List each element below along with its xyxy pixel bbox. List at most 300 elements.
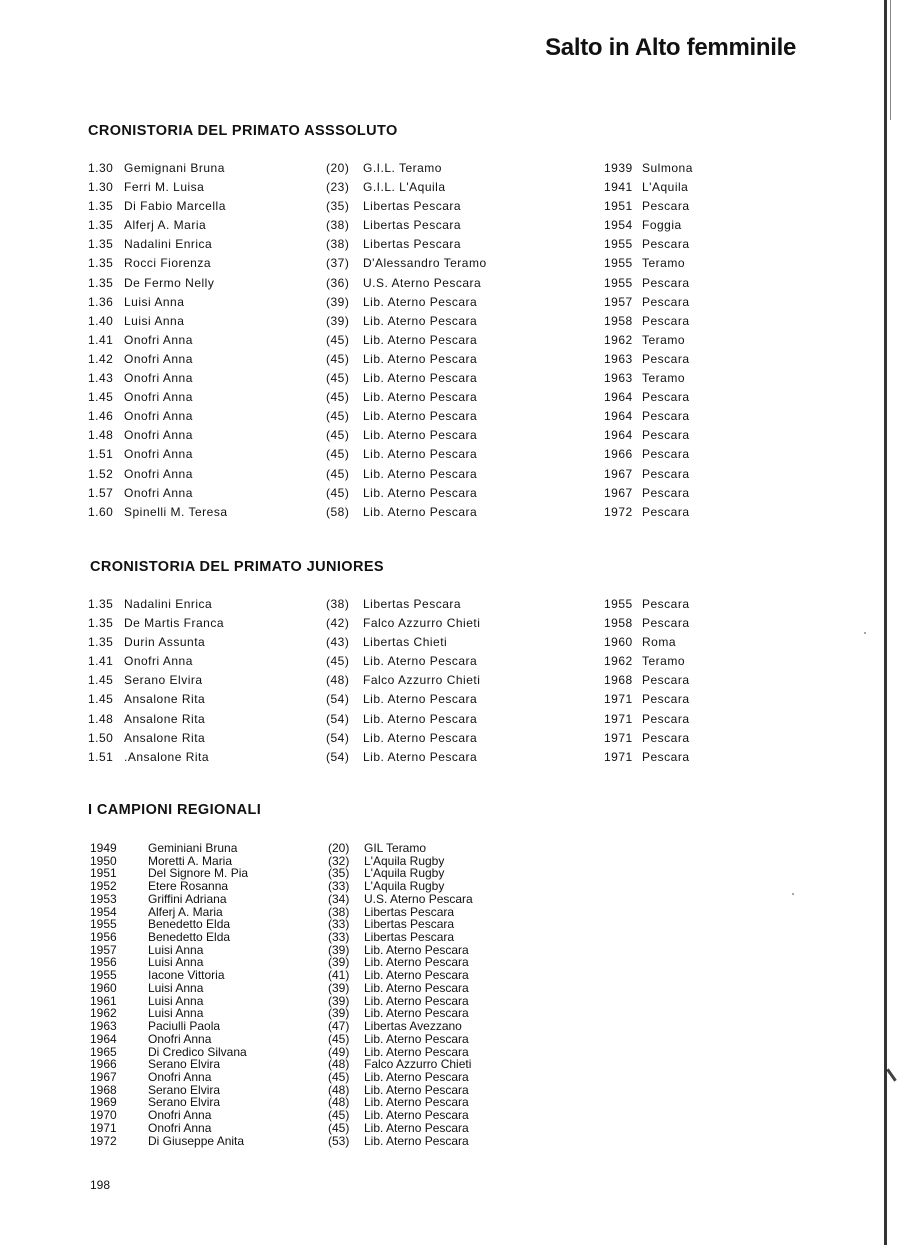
- club-name: Lib. Aterno Pescara: [363, 351, 478, 366]
- champion-year: 1957: [90, 942, 117, 957]
- champion-club: L'Aquila Rugby: [364, 866, 445, 881]
- record-place: Pescara: [642, 730, 690, 745]
- champion-row: [88, 931, 588, 944]
- champion-year: 1963: [90, 1019, 117, 1034]
- record-year: 1958: [604, 616, 633, 631]
- athlete-name: De Martis Franca: [124, 616, 225, 631]
- record-row: [88, 352, 698, 371]
- record-year: 1966: [604, 447, 633, 462]
- champion-row: [88, 1122, 588, 1135]
- record-place: Pescara: [642, 485, 690, 500]
- record-place: Pescara: [642, 313, 690, 328]
- champion-club: Lib. Aterno Pescara: [364, 942, 469, 957]
- athlete-name: Onofri Anna: [124, 351, 193, 366]
- club-name: Lib. Aterno Pescara: [363, 371, 478, 386]
- birth-year: (38): [326, 237, 350, 252]
- champion-birth-year: (45): [328, 1108, 350, 1123]
- club-name: Lib. Aterno Pescara: [363, 654, 478, 669]
- record-year: 1971: [604, 749, 633, 764]
- champion-year: 1956: [90, 930, 117, 945]
- athlete-name: Serano Elvira: [124, 673, 203, 688]
- record-height: 1.45: [88, 692, 114, 707]
- champion-year: 1970: [90, 1108, 117, 1123]
- champion-row: [88, 842, 588, 855]
- record-row: [88, 256, 698, 275]
- record-row: [88, 731, 698, 750]
- record-row: [88, 750, 698, 769]
- champion-birth-year: (45): [328, 1069, 350, 1084]
- club-name: Lib. Aterno Pescara: [363, 409, 478, 424]
- birth-year: (45): [326, 466, 350, 481]
- birth-year: (43): [326, 635, 350, 650]
- champion-club: Falco Azzurro Chieti: [364, 1057, 472, 1072]
- champion-club: Lib. Aterno Pescara: [364, 955, 469, 970]
- record-row: [88, 635, 698, 654]
- athlete-name: Ansalone Rita: [124, 730, 206, 745]
- record-year: 1955: [604, 597, 633, 611]
- champion-birth-year: (53): [328, 1133, 350, 1148]
- champion-birth-year: (49): [328, 1044, 350, 1059]
- club-name: G.I.L. L'Aquila: [363, 180, 446, 195]
- athlete-name: Onofri Anna: [124, 409, 193, 424]
- record-year: 1971: [604, 711, 633, 726]
- athlete-name: Ansalone Rita: [124, 692, 206, 707]
- record-place: Pescara: [642, 673, 690, 688]
- champion-year: 1954: [90, 904, 117, 919]
- record-height: 1.35: [88, 218, 114, 233]
- record-year: 1971: [604, 692, 633, 707]
- record-height: 1.51: [88, 749, 114, 764]
- record-row: [88, 692, 698, 711]
- champion-birth-year: (41): [328, 968, 350, 983]
- champion-name: Luisi Anna: [148, 955, 204, 970]
- record-height: 1.41: [88, 332, 114, 347]
- record-height: 1.57: [88, 485, 114, 500]
- champion-row: [88, 1033, 588, 1046]
- record-row: [88, 712, 698, 731]
- absolute-record-heading: CRONISTORIA DEL PRIMATO ASSSOLUTO: [88, 123, 398, 139]
- record-place: Pescara: [642, 447, 690, 462]
- athlete-name: Luisi Anna: [124, 294, 185, 309]
- record-height: 1.35: [88, 199, 114, 214]
- record-place: Pescara: [642, 711, 690, 726]
- champion-row: [88, 1020, 588, 1033]
- record-height: 1.45: [88, 390, 114, 405]
- champion-year: 1956: [90, 955, 117, 970]
- record-year: 1963: [604, 351, 633, 366]
- champion-name: Iacone Vittoria: [148, 968, 225, 983]
- club-name: Libertas Pescara: [363, 218, 462, 233]
- champion-name: Serano Elvira: [148, 1095, 221, 1110]
- champion-year: 1953: [90, 891, 117, 906]
- athlete-name: Luisi Anna: [124, 313, 185, 328]
- record-place: Pescara: [642, 466, 690, 481]
- champion-year: 1955: [90, 917, 117, 932]
- champion-birth-year: (48): [328, 1095, 350, 1110]
- champion-year: 1955: [90, 968, 117, 983]
- athlete-name: Onofri Anna: [124, 371, 193, 386]
- record-height: 1.50: [88, 730, 114, 745]
- club-name: Lib. Aterno Pescara: [363, 749, 478, 764]
- club-name: G.I.L. Teramo: [363, 161, 442, 175]
- champion-name: Alferj A. Maria: [148, 904, 223, 919]
- champion-year: 1965: [90, 1044, 117, 1059]
- record-height: 1.42: [88, 351, 114, 366]
- record-height: 1.51: [88, 447, 114, 462]
- club-name: Libertas Pescara: [363, 597, 462, 611]
- record-year: 1955: [604, 275, 633, 290]
- record-year: 1955: [604, 256, 633, 271]
- athlete-name: Ferri M. Luisa: [124, 180, 205, 195]
- scan-speck: [792, 893, 794, 895]
- champion-club: L'Aquila Rugby: [364, 853, 445, 868]
- athlete-name: Nadalini Enrica: [124, 597, 213, 611]
- record-year: 1954: [604, 218, 633, 233]
- record-place: Roma: [642, 635, 677, 650]
- champion-name: Del Signore M. Pia: [148, 866, 249, 881]
- club-name: Lib. Aterno Pescara: [363, 313, 478, 328]
- record-height: 1.43: [88, 371, 114, 386]
- club-name: Lib. Aterno Pescara: [363, 294, 478, 309]
- champion-name: Griffini Adriana: [148, 891, 227, 906]
- champion-birth-year: (33): [328, 879, 350, 894]
- athlete-name: Spinelli M. Teresa: [124, 504, 228, 519]
- record-place: Pescara: [642, 275, 690, 290]
- record-row: [88, 428, 698, 447]
- champion-year: 1950: [90, 853, 117, 868]
- champion-birth-year: (33): [328, 930, 350, 945]
- athlete-name: Onofri Anna: [124, 466, 193, 481]
- record-place: Pescara: [642, 351, 690, 366]
- record-place: Pescara: [642, 199, 690, 214]
- record-year: 1962: [604, 332, 633, 347]
- champion-name: Paciulli Paola: [148, 1019, 221, 1034]
- athlete-name: Onofri Anna: [124, 390, 193, 405]
- champion-birth-year: (38): [328, 904, 350, 919]
- champion-year: 1966: [90, 1057, 117, 1072]
- record-height: 1.40: [88, 313, 114, 328]
- champion-year: 1961: [90, 993, 117, 1008]
- champion-club: Libertas Avezzano: [364, 1019, 462, 1034]
- champion-birth-year: (47): [328, 1019, 350, 1034]
- record-place: Pescara: [642, 390, 690, 405]
- record-height: 1.48: [88, 711, 114, 726]
- champion-year: 1964: [90, 1031, 117, 1046]
- champion-row: [88, 880, 588, 893]
- champion-year: 1971: [90, 1120, 117, 1135]
- champion-club: Libertas Pescara: [364, 904, 455, 919]
- birth-year: (45): [326, 351, 350, 366]
- champion-name: Di Credico Silvana: [148, 1044, 247, 1059]
- birth-year: (54): [326, 711, 350, 726]
- birth-year: (45): [326, 332, 350, 347]
- record-place: Pescara: [642, 749, 690, 764]
- athlete-name: Gemignani Bruna: [124, 161, 225, 175]
- champion-club: Libertas Pescara: [364, 917, 455, 932]
- club-name: Lib. Aterno Pescara: [363, 692, 478, 707]
- champion-row: [88, 1109, 588, 1122]
- record-row: [88, 390, 698, 409]
- champion-club: Lib. Aterno Pescara: [364, 1133, 469, 1148]
- champion-club: Lib. Aterno Pescara: [364, 1120, 469, 1135]
- champion-row: [88, 893, 588, 906]
- champion-club: Lib. Aterno Pescara: [364, 980, 469, 995]
- champion-club: Lib. Aterno Pescara: [364, 968, 469, 983]
- birth-year: (54): [326, 692, 350, 707]
- record-height: 1.35: [88, 616, 114, 631]
- athlete-name: Onofri Anna: [124, 332, 193, 347]
- record-height: 1.48: [88, 428, 114, 443]
- athlete-name: Onofri Anna: [124, 654, 193, 669]
- birth-year: (39): [326, 294, 350, 309]
- record-height: 1.46: [88, 409, 114, 424]
- champion-club: U.S. Aterno Pescara: [364, 891, 473, 906]
- champion-birth-year: (48): [328, 1082, 350, 1097]
- athlete-name: Onofri Anna: [124, 485, 193, 500]
- champion-birth-year: (39): [328, 993, 350, 1008]
- birth-year: (54): [326, 730, 350, 745]
- champion-club: Lib. Aterno Pescara: [364, 1108, 469, 1123]
- record-year: 1964: [604, 390, 633, 405]
- scan-edge-mark: [886, 1068, 896, 1081]
- champion-club: Lib. Aterno Pescara: [364, 1095, 469, 1110]
- record-row: [88, 276, 698, 295]
- record-row: [88, 314, 698, 333]
- record-place: Pescara: [642, 294, 690, 309]
- champion-birth-year: (45): [328, 1031, 350, 1046]
- club-name: Libertas Chieti: [363, 635, 448, 650]
- champion-name: Etere Rosanna: [148, 879, 229, 894]
- birth-year: (45): [326, 654, 350, 669]
- champion-name: Di Giuseppe Anita: [148, 1133, 245, 1148]
- club-name: Lib. Aterno Pescara: [363, 711, 478, 726]
- record-height: 1.52: [88, 466, 114, 481]
- champion-name: Luisi Anna: [148, 980, 204, 995]
- record-place: Pescara: [642, 692, 690, 707]
- record-year: 1958: [604, 313, 633, 328]
- record-place: Sulmona: [642, 161, 693, 175]
- champion-birth-year: (39): [328, 942, 350, 957]
- record-place: Teramo: [642, 332, 686, 347]
- champion-year: 1952: [90, 879, 117, 894]
- record-row: [88, 218, 698, 237]
- record-place: Pescara: [642, 428, 690, 443]
- champion-year: 1968: [90, 1082, 117, 1097]
- record-place: Teramo: [642, 371, 686, 386]
- birth-year: (39): [326, 313, 350, 328]
- birth-year: (48): [326, 673, 350, 688]
- birth-year: (23): [326, 180, 350, 195]
- club-name: Lib. Aterno Pescara: [363, 730, 478, 745]
- champion-name: Luisi Anna: [148, 993, 204, 1008]
- athlete-name: Di Fabio Marcella: [124, 199, 226, 214]
- club-name: Lib. Aterno Pescara: [363, 504, 478, 519]
- record-row: [88, 237, 698, 256]
- record-row: [88, 616, 698, 635]
- birth-year: (45): [326, 485, 350, 500]
- scan-speck: [864, 632, 866, 634]
- page-number: 198: [90, 1178, 111, 1192]
- champion-club: Lib. Aterno Pescara: [364, 1082, 469, 1097]
- champion-name: Onofri Anna: [148, 1069, 212, 1084]
- champion-birth-year: (39): [328, 1006, 350, 1021]
- birth-year: (38): [326, 218, 350, 233]
- record-year: 1967: [604, 485, 633, 500]
- champion-name: Serano Elvira: [148, 1082, 221, 1097]
- club-name: U.S. Aterno Pescara: [363, 275, 482, 290]
- club-name: Lib. Aterno Pescara: [363, 390, 478, 405]
- record-year: 1963: [604, 371, 633, 386]
- birth-year: (58): [326, 504, 350, 519]
- athlete-name: Rocci Fiorenza: [124, 256, 212, 271]
- record-year: 1972: [604, 504, 633, 519]
- club-name: Lib. Aterno Pescara: [363, 332, 478, 347]
- champion-row: [88, 982, 588, 995]
- athlete-name: .Ansalone Rita: [124, 749, 210, 764]
- champion-name: Moretti A. Maria: [148, 853, 233, 868]
- champion-year: 1962: [90, 1006, 117, 1021]
- champion-club: L'Aquila Rugby: [364, 879, 445, 894]
- record-height: 1.35: [88, 275, 114, 290]
- champion-club: Lib. Aterno Pescara: [364, 1069, 469, 1084]
- athlete-name: Onofri Anna: [124, 447, 193, 462]
- champion-name: Luisi Anna: [148, 1006, 204, 1021]
- birth-year: (45): [326, 371, 350, 386]
- champion-club: GIL Teramo: [364, 841, 427, 855]
- record-height: 1.30: [88, 180, 114, 195]
- champion-row: [88, 1071, 588, 1084]
- champion-birth-year: (48): [328, 1057, 350, 1072]
- athlete-name: Alferj A. Maria: [124, 218, 207, 233]
- record-year: 1941: [604, 180, 633, 195]
- champion-club: Libertas Pescara: [364, 930, 455, 945]
- record-place: Pescara: [642, 237, 690, 252]
- regional-champions-heading: I CAMPIONI REGIONALI: [88, 802, 262, 818]
- record-year: 1964: [604, 409, 633, 424]
- record-place: Teramo: [642, 654, 686, 669]
- birth-year: (37): [326, 256, 350, 271]
- champion-year: 1960: [90, 980, 117, 995]
- club-name: Lib. Aterno Pescara: [363, 447, 478, 462]
- champion-name: Onofri Anna: [148, 1120, 212, 1135]
- record-place: Foggia: [642, 218, 682, 233]
- record-height: 1.41: [88, 654, 114, 669]
- champion-name: Onofri Anna: [148, 1108, 212, 1123]
- record-year: 1971: [604, 730, 633, 745]
- champion-year: 1967: [90, 1069, 117, 1084]
- record-height: 1.30: [88, 161, 114, 175]
- athlete-name: Onofri Anna: [124, 428, 193, 443]
- absolute-record-table: [88, 161, 698, 524]
- champion-name: Onofri Anna: [148, 1031, 212, 1046]
- record-row: [88, 654, 698, 673]
- record-year: 1960: [604, 635, 633, 650]
- scan-edge-line: [884, 0, 887, 1245]
- champion-row: [88, 969, 588, 982]
- athlete-name: Durin Assunta: [124, 635, 206, 650]
- birth-year: (35): [326, 199, 350, 214]
- page-title: Salto in Alto femminile: [545, 34, 796, 61]
- champion-name: Benedetto Elda: [148, 917, 231, 932]
- record-year: 1968: [604, 673, 633, 688]
- record-height: 1.35: [88, 597, 114, 611]
- champion-year: 1951: [90, 866, 117, 881]
- club-name: Lib. Aterno Pescara: [363, 485, 478, 500]
- record-height: 1.35: [88, 256, 114, 271]
- record-year: 1962: [604, 654, 633, 669]
- record-height: 1.60: [88, 504, 114, 519]
- record-row: [88, 505, 698, 524]
- record-row: [88, 161, 698, 180]
- birth-year: (42): [326, 616, 350, 631]
- birth-year: (45): [326, 409, 350, 424]
- athlete-name: Nadalini Enrica: [124, 237, 213, 252]
- champion-year: 1972: [90, 1133, 117, 1148]
- champion-club: Lib. Aterno Pescara: [364, 1031, 469, 1046]
- champion-birth-year: (32): [328, 853, 350, 868]
- record-year: 1955: [604, 237, 633, 252]
- birth-year: (45): [326, 428, 350, 443]
- record-row: [88, 447, 698, 466]
- birth-year: (38): [326, 597, 350, 611]
- club-name: Libertas Pescara: [363, 199, 462, 214]
- birth-year: (36): [326, 275, 350, 290]
- club-name: Libertas Pescara: [363, 237, 462, 252]
- club-name: D'Alessandro Teramo: [363, 256, 487, 271]
- record-place: Teramo: [642, 256, 686, 271]
- record-height: 1.36: [88, 294, 114, 309]
- champion-club: Lib. Aterno Pescara: [364, 1006, 469, 1021]
- record-row: [88, 597, 698, 616]
- champion-birth-year: (20): [328, 841, 350, 855]
- champion-club: Lib. Aterno Pescara: [364, 1044, 469, 1059]
- champion-club: Lib. Aterno Pescara: [364, 993, 469, 1008]
- record-row: [88, 295, 698, 314]
- champion-birth-year: (39): [328, 980, 350, 995]
- junior-record-heading: CRONISTORIA DEL PRIMATO JUNIORES: [90, 559, 384, 575]
- record-place: L'Aquila: [642, 180, 689, 195]
- athlete-name: Ansalone Rita: [124, 711, 206, 726]
- champion-year: 1969: [90, 1095, 117, 1110]
- champion-name: Benedetto Elda: [148, 930, 231, 945]
- record-year: 1939: [604, 161, 633, 175]
- champion-birth-year: (45): [328, 1120, 350, 1135]
- champion-year: 1949: [90, 841, 117, 855]
- champion-name: Geminiani Bruna: [148, 841, 238, 855]
- record-row: [88, 673, 698, 692]
- champion-name: Luisi Anna: [148, 942, 204, 957]
- record-place: Pescara: [642, 597, 690, 611]
- record-row: [88, 486, 698, 505]
- record-year: 1967: [604, 466, 633, 481]
- champion-birth-year: (33): [328, 917, 350, 932]
- record-height: 1.35: [88, 635, 114, 650]
- record-height: 1.35: [88, 237, 114, 252]
- club-name: Lib. Aterno Pescara: [363, 466, 478, 481]
- record-place: Pescara: [642, 616, 690, 631]
- regional-champions-table: [88, 842, 588, 1147]
- birth-year: (45): [326, 447, 350, 462]
- champion-birth-year: (35): [328, 866, 350, 881]
- champion-birth-year: (39): [328, 955, 350, 970]
- birth-year: (54): [326, 749, 350, 764]
- birth-year: (20): [326, 161, 350, 175]
- record-row: [88, 333, 698, 352]
- champion-birth-year: (34): [328, 891, 350, 906]
- record-place: Pescara: [642, 504, 690, 519]
- record-place: Pescara: [642, 409, 690, 424]
- birth-year: (45): [326, 390, 350, 405]
